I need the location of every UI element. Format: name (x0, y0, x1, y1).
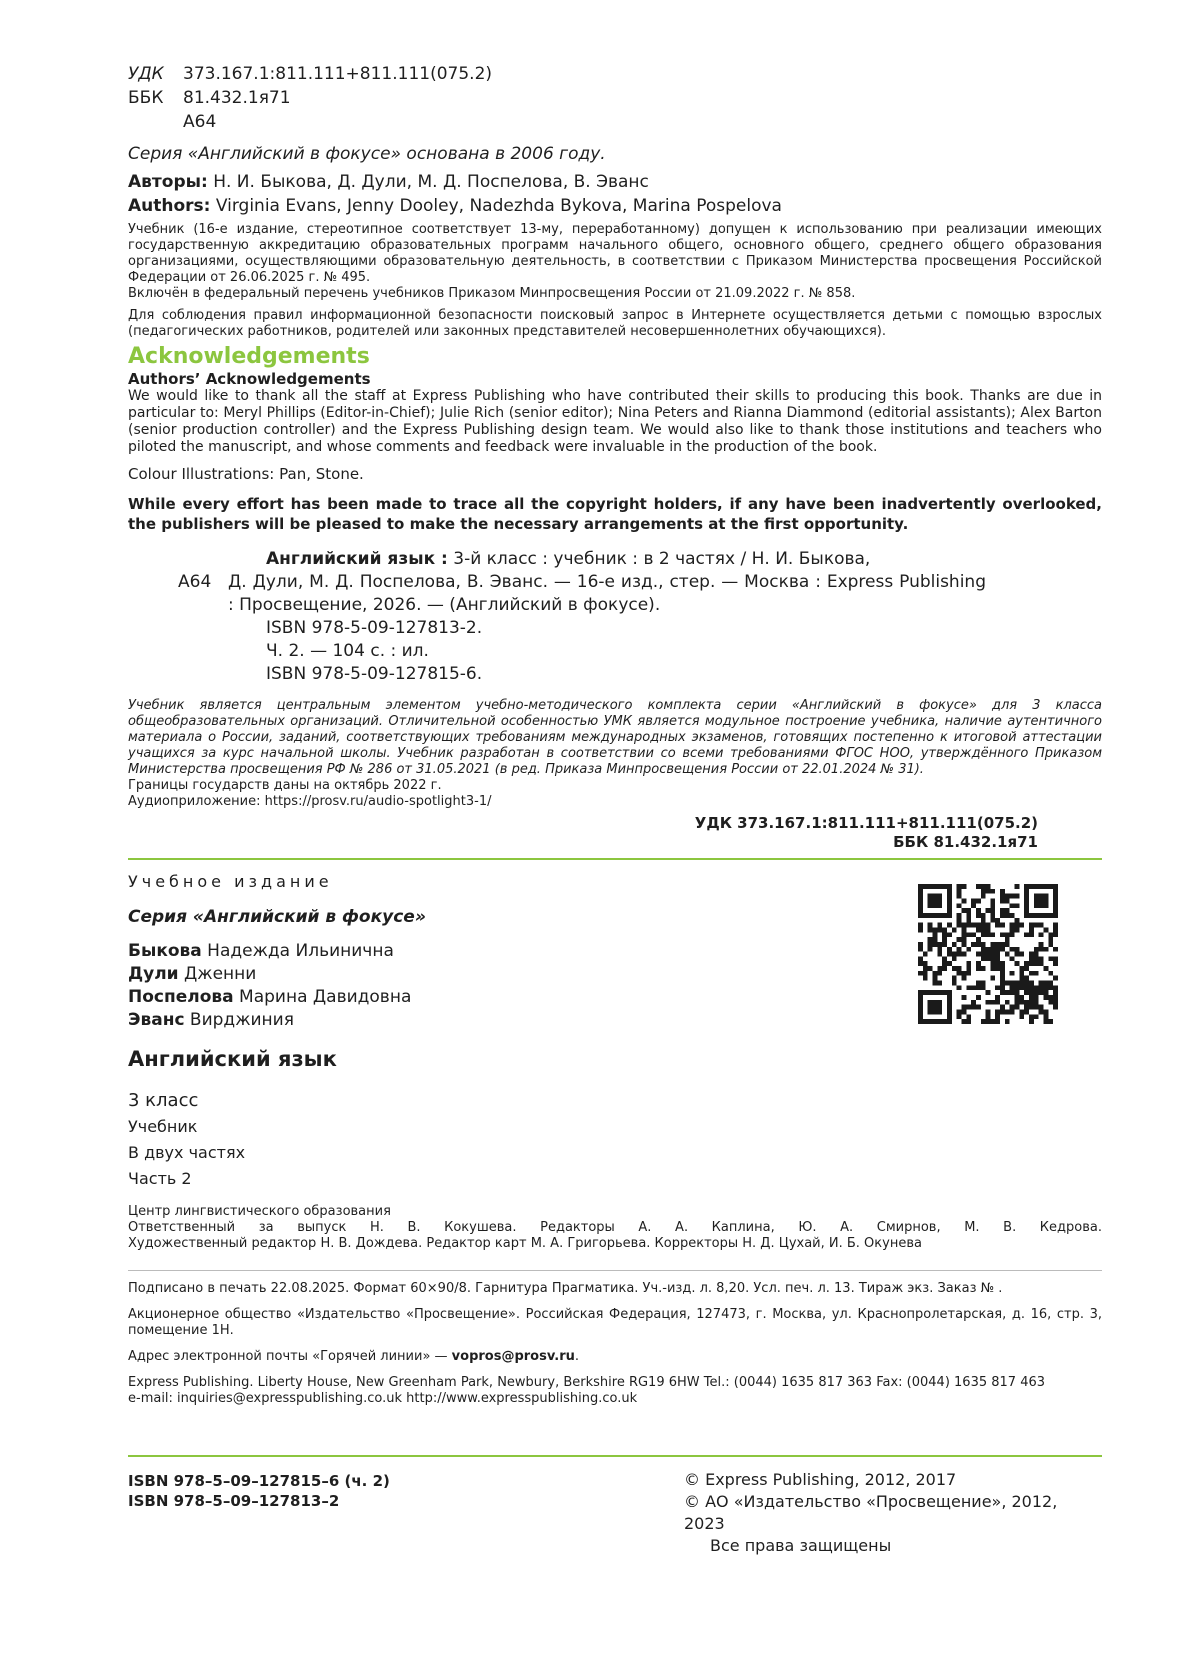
copyright-express: © Express Publishing, 2012, 2017 (684, 1470, 957, 1489)
page (128, 62, 1102, 1407)
copyright-prosv: © АО «Издательство «Просвещение», 2012, 2023 (684, 1492, 1058, 1533)
copyright-disclaimer: While every effort has been made to trace all the copyright holders, if any have been inadvertently overlooked, the publishers will be pleased to make the necessary arrangements at the first opportunity. (128, 495, 1102, 533)
authors-ru-names: Н. И. Быкова, Д. Дули, М. Д. Поспелова, В. Эванс (213, 172, 649, 192)
card-isbn2: ISBN 978-5-09-127815-6. (266, 664, 483, 684)
author-name: Дули Дженни (128, 964, 257, 984)
author-mark-row (128, 110, 1102, 134)
udk-value: 373.167.1:811.111+811.111(075.2) (183, 64, 493, 84)
credits (128, 1204, 1102, 1252)
imprint-series: Серия «Английский в фокусе» (128, 907, 426, 927)
security-text: Для соблюдения правил информационной безопасности поисковый запрос в Интернете осуществляется детьми с помощью взрослых (педагогических работников, родителей или законных представителей несовершеннолетних обучающихся). (128, 308, 1102, 339)
authors-ru-label: Авторы: (128, 172, 208, 192)
authors-ru (128, 170, 1102, 194)
authors-en-names: Virginia Evans, Jenny Dooley, Nadezhda Bykova, Marina Pospelova (215, 196, 782, 216)
bbk-value: 81.432.1я71 (183, 88, 291, 108)
author-name: Эванс Вирджиния (128, 1010, 294, 1030)
print-signed: Подписано в печать 22.08.2025. Формат 60×90/8. Гарнитура Прагматика. Уч.-изд. л. 8,20. Усл. печ. л. 13. Тираж экз. Заказ № . (128, 1281, 1003, 1296)
divider-top (128, 858, 1102, 860)
divider-grey (128, 1270, 1102, 1271)
hotline-email[interactable]: vopros@prosv.ru (451, 1349, 575, 1364)
footer (128, 1455, 1102, 1555)
author-name: Поспелова Марина Давидовна (128, 987, 412, 1007)
footer-isbn2: ISBN 978–5–09–127813–2 (128, 1492, 340, 1510)
authors-en (128, 194, 1102, 218)
edition-type: Учебное издание (128, 872, 333, 891)
card-line2: Д. Дули, М. Д. Поспелова, В. Эванс. — 16-е изд., стер. — Москва : Express Publishing : Просвещение, 2026. — (Английский в фокусе). (228, 572, 986, 615)
borders-note: Границы государств даны на октябрь 2022 г. (128, 778, 442, 793)
approval-text: Учебник (16-е издание, стереотипное соответствует 13-му, переработанному) допущен к использованию при реализации имеющих государственную аккредитацию образовательных программ начального общего, основного общего, среднего общего образования организациями, осуществляющими образовательную деятельность, в соответствии с Приказом Министерства просвещения Российской Федерации от 26.06.2025 г. № 495. (128, 222, 1102, 285)
footer-copyright (684, 1469, 1102, 1557)
book-title: Английский язык (128, 1047, 337, 1071)
rights-reserved: Все права защищены (710, 1536, 892, 1555)
series-note: Серия «Английский в фокусе» основана в 2006 году. (128, 144, 606, 164)
annotation: Учебник является центральным элементом учебно-методического комплекта серии «Английский в фокусе» для 3 класса общеобразовательных организаций. Отличительной особенностью УМК является модульное построение учебника, наличие аутентичного материала о России, заданий, соответствующих требованиям международных экзаменов, готовящих постепенно к итоговой аттестации учащихся за курс начальной школы. Учебник разработан в соответствии со всеми требованиями ФГОС НОО, утверждённого Приказом Министерства просвещения РФ № 286 от 31.05.2021 (в ред. Приказа Минпросвещения России от 22.01.2024 № 31). (128, 698, 1102, 777)
illustrations-credit: Colour Illustrations: Pan, Stone. (128, 465, 364, 483)
divider-bottom (128, 1455, 1102, 1457)
credits-center: Центр лингвистического образования (128, 1204, 391, 1219)
footer-isbn1: ISBN 978–5–09–127815–6 (ч. 2) (128, 1472, 390, 1490)
bbk-row (128, 86, 1102, 110)
acknowledgements-title: Acknowledgements (128, 344, 370, 369)
acknowledgements-body: We would like to thank all the staff at Express Publishing who have contributed their skills to producing this book. Thanks are due in particular to: Meryl Phillips (Editor-in-Chief); Julie Rich (senior editor); Nina Peters and Rianna Diammond (editorial assistants); Alex Barton (senior production controller) and the Express Publishing design team. We would also like to thank those institutions and teachers who piloted the manuscript, and whose comments and feedback were invaluable in the production of the book. (128, 388, 1102, 455)
card-title: Английский язык : (266, 549, 448, 569)
book-parts: В двух частях (128, 1143, 246, 1162)
author-name: Быкова Надежда Ильинична (128, 941, 394, 961)
publisher-company: Акционерное общество «Издательство «Просвещение». Российская Федерация, 127473, г. Москва, ул. Краснопролетарская, д. 16, стр. 3, помещение 1Н. (128, 1307, 1102, 1338)
card-isbn1: ISBN 978-5-09-127813-2. (266, 618, 483, 638)
udk-row (128, 62, 1102, 86)
qr-code-icon[interactable] (918, 884, 1058, 1024)
card-line1: Английский язык : 3-й класс : учебник : в 2 частях / Н. И. Быкова, (266, 549, 871, 569)
express-address: Express Publishing. Liberty House, New Greenham Park, Newbury, Berkshire RG19 6HW Tel.: (0044) 1635 817 363 Fax: (0044) 1635 817 463 e-mail: inquiries@expresspublishing.co.uk http://www.expresspublishing.co.uk (128, 1375, 1102, 1407)
book-part: Часть 2 (128, 1169, 192, 1188)
udk-label: УДК (128, 64, 164, 84)
grade: 3 класс (128, 1090, 199, 1111)
express-email[interactable]: e-mail: inquiries@expresspublishing.co.uk http://www.expresspublishing.co.uk (128, 1391, 638, 1406)
card-code: А64 (178, 572, 212, 592)
credits-art: Художественный редактор Н. В. Дождева. Редактор карт М. А. Григорьева. Корректоры Н. Д. Цухай, И. Б. Окунева (128, 1236, 922, 1251)
udk-right: УДК 373.167.1:811.111+811.111(075.2) ББК 81.432.1я71 (694, 814, 1038, 851)
author-mark: А64 (183, 112, 217, 132)
footer-isbns (128, 1471, 390, 1511)
credits-responsible: Ответственный за выпуск Н. В. Кокушева. Редакторы А. А. Каплина, Ю. А. Смирнов, М. В. Кедрова. (128, 1220, 1102, 1235)
hotline: Адрес электронной почты «Горячей линии» — vopros@prosv.ru. (128, 1349, 580, 1364)
catalog-card (128, 548, 1102, 686)
authors-en-label: Authors: (128, 196, 211, 216)
federal-list-text: Включён в федеральный перечень учебников Приказом Минпросвещения России от 21.09.2022 г. № 858. (128, 286, 856, 301)
book-kind: Учебник (128, 1117, 198, 1136)
acknowledgements-subtitle: Authors’ Acknowledgements (128, 370, 371, 388)
card-part: Ч. 2. — 104 с. : ил. (266, 641, 429, 661)
bbk-label: ББК (128, 88, 164, 108)
audio-link[interactable]: Аудиоприложение: https://prosv.ru/audio-spotlight3-1/ (128, 794, 492, 809)
